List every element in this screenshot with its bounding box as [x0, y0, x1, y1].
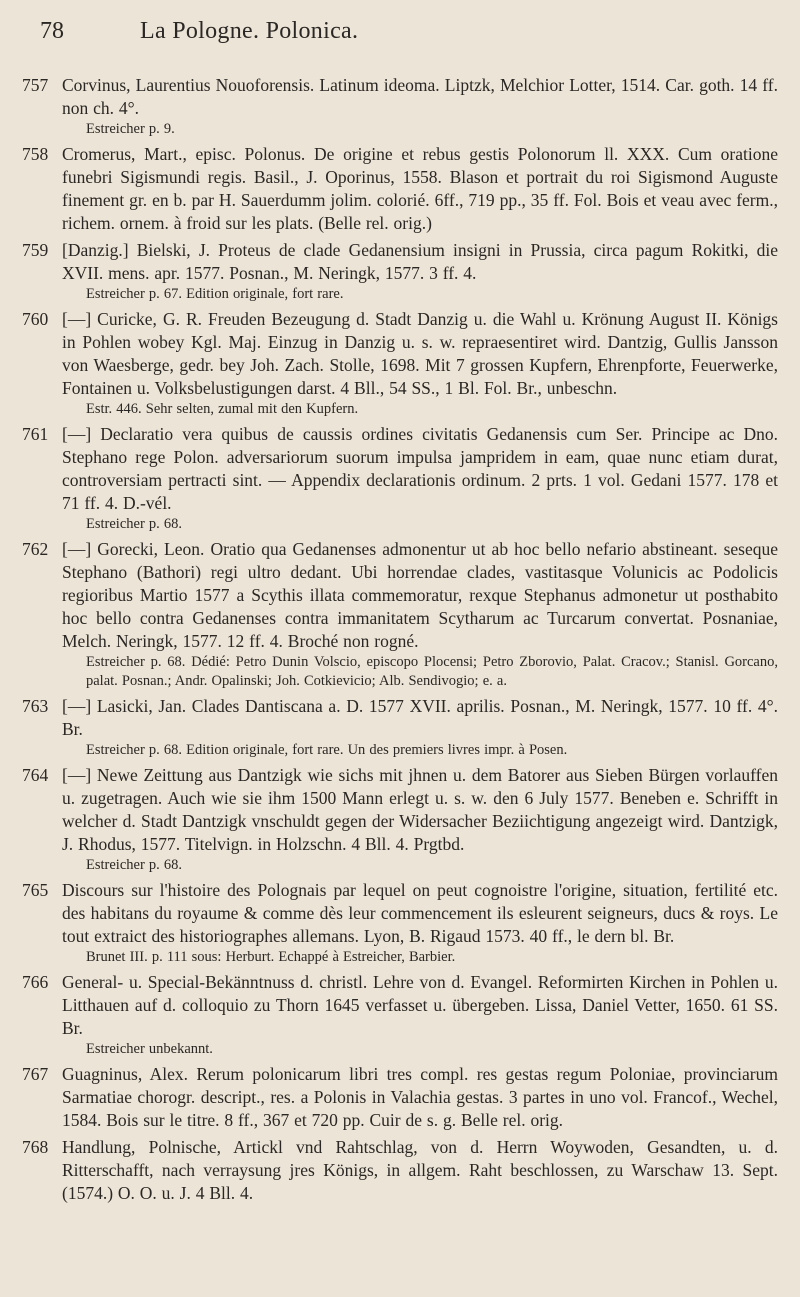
entry-list: [22, 74, 778, 1205]
entry-text: Corvinus, Laurentius Nouoforensis. Latinum ideoma. Liptzk, Melchior Lotter, 1514. Car. goth. 14 ff. non ch. 4°.: [62, 75, 778, 118]
page-number: 78: [40, 18, 64, 44]
entry-note: Estreicher p. 68.: [86, 857, 183, 873]
entry-body: [62, 538, 778, 691]
catalogue-entry: [22, 1136, 778, 1205]
entry-text: [—] Gorecki, Leon. Oratio qua Gedanenses admonentur ut ab hoc bello nefario abstineant. seseque Stephano (Bathori) regi ultro dedant. Ubi horrendae clades, vastitasque Volunicis ac Podolicis regioribus Martio 1577 a Scythis illata commemoratur, rexque Stephanus admonetur ut posthabito hoc bello contra Gedanenses contra immanitatem Scytharum ac Turcarum convertat. Posnaniae, Melch. Neringk, 1577. 12 ff. 4. Broché non rogné.: [62, 539, 778, 651]
entry-text: Cromerus, Mart., episc. Polonus. De origine et rebus gestis Polonorum ll. XXX. Cum oratione funebri Sigismundi regis. Basil., J. Oporinus, 1558. Blason et portrait du roi Sigismond Auguste finement gr. en b. par H. Sauerdumm jolim. colorié. 6ff., 719 pp., 35 ff. Fol. Bois et veau avec ferm., richem. ornem. à froid sur les plats. (Belle rel. orig.): [62, 144, 778, 233]
catalogue-entry: [22, 879, 778, 967]
entry-note: Brunet III. p. 111 sous: Herburt. Echappé à Estreicher, Barbier.: [86, 949, 456, 965]
entry-body: [62, 239, 778, 304]
entry-text: [—] Newe Zeittung aus Dantzigk wie sichs mit jhnen u. dem Batorer aus Sieben Bürgen vorlauffen u. zugetragen. Auch wie sie ihm 1500 Mann erlegt u. s. w. den 6 July 1577. Beneben e. Schrifft in welcher d. Stadt Dantzigk vnschuldt gegen der Widersacher Beziichtigung angezeigt wird. Dantzigk, J. Rhodus, 1577. Titelvign. in Holzschn. 4 Bll. 4. Prgtbd.: [62, 765, 778, 854]
entry-text: Guagninus, Alex. Rerum polonicarum libri tres compl. res gestas regum Poloniae, provinciarum Sarmatiae chorogr. descript., res. a Polonis in Valachia gestas. 3 partes in uno vol. Francof., Wechel, 1584. Bois sur le titre. 8 ff., 367 et 720 pp. Cuir de s. g. Belle rel. orig.: [62, 1064, 778, 1130]
catalogue-entry: [22, 695, 778, 760]
entry-note: Estreicher p. 68. Dédié: Petro Dunin Volscio, episcopo Plocensi; Petro Zborovio, Palat. Cracov.; Stanisl. Gorcano, palat. Posnan.; Andr. Opalinski; Joh. Cotkievicio; Alb. Sendivogio; e. a.: [86, 654, 778, 689]
catalogue-entry: [22, 538, 778, 691]
catalogue-entry: [22, 143, 778, 235]
entry-text: [Danzig.] Bielski, J. Proteus de clade Gedanensium insigni in Prussia, circa pagum Rokitki, die XVII. mens. apr. 1577. Posnan., M. Neringk, 1577. 3 ff. 4.: [62, 240, 778, 283]
entry-note: Estreicher p. 68.: [86, 516, 183, 532]
entry-body: [62, 695, 778, 760]
entry-number: 768: [22, 1137, 49, 1157]
entry-number: 763: [22, 696, 49, 716]
entry-body: [62, 971, 778, 1059]
entry-body: [62, 879, 778, 967]
entry-note: Estreicher p. 67. Edition originale, fort rare.: [86, 286, 344, 302]
entry-text: Discours sur l'histoire des Polognais par lequel on peut cognoistre l'origine, situation, fertilité etc. des habitans du royaume & comme dès leur commencement ils esleurent seigneurs, ducs & roys. Le tout extraict des historiographes allemans. Lyon, B. Rigaud 1573. 40 ff., le dern bl. Br.: [62, 880, 778, 946]
entry-text: [—] Lasicki, Jan. Clades Dantiscana a. D. 1577 XVII. aprilis. Posnan., M. Neringk, 1577. 10 ff. 4°. Br.: [62, 696, 778, 739]
catalogue-entry: [22, 239, 778, 304]
entry-text: [—] Declaratio vera quibus de caussis ordines civitatis Gedanensis cum Ser. Principe ac Dno. Stephano rege Polon. adversariorum suorum impulsa jampridem in eam, quae nunc etiam durat, controversiam pertracti sint. — Appendix declarationis ordinum. 2 prts. 1 vol. Gedani 1577. 178 et 71 ff. 4. D.-vél.: [62, 424, 778, 513]
entry-number: 762: [22, 539, 49, 559]
catalogue-entry: [22, 308, 778, 419]
catalogue-entry: [22, 423, 778, 534]
entry-body: [62, 1063, 778, 1132]
entry-number: 764: [22, 765, 49, 785]
entry-note: Estr. 446. Sehr selten, zumal mit den Kupfern.: [86, 401, 359, 417]
entry-body: [62, 423, 778, 534]
entry-number: 759: [22, 240, 49, 260]
catalogue-entry: [22, 971, 778, 1059]
page-header: [22, 16, 778, 58]
entry-text: [—] Curicke, G. R. Freuden Bezeugung d. Stadt Danzig u. die Wahl u. Krönung August II. Königs in Pohlen wobey Kgl. Maj. Einzug in Danzig u. s. w. repraesentiret wird. Dantzig, Gullis Jansson von Waesberge, gedr. bey Joh. Zach. Stolle, 1698. Mit 7 grossen Kupfern, Ehrenpforte, Feuerwerke, Fontainen u. Volksbelustigungen darst. 4 Bll., 54 SS., 1 Bl. Fol. Br., unbeschn.: [62, 309, 778, 398]
catalogue-entry: [22, 764, 778, 875]
entry-body: [62, 74, 778, 139]
entry-note: Estreicher unbekannt.: [86, 1041, 213, 1057]
catalogue-entry: [22, 1063, 778, 1132]
entry-number: 766: [22, 972, 49, 992]
entry-text: Handlung, Polnische, Artickl vnd Rahtschlag, von d. Herrn Woywoden, Gesandten, u. d. Ritterschafft, nach verraysung jres Königs, in allgem. Raht beschlossen, zu Warschaw 13. Sept. (1574.) O. O. u. J. 4 Bll. 4.: [62, 1137, 778, 1203]
entry-body: [62, 764, 778, 875]
entry-body: [62, 1136, 778, 1205]
entry-number: 760: [22, 309, 49, 329]
entry-number: 758: [22, 144, 49, 164]
entry-text: General- u. Special-Bekänntnuss d. christl. Lehre von d. Evangel. Reformirten Kirchen in Pohlen u. Litthauen auf d. colloquio zu Thorn 1645 verfasset u. übergeben. Lissa, Daniel Vetter, 1650. 61 SS. Br.: [62, 972, 778, 1038]
entry-number: 765: [22, 880, 49, 900]
entry-note: Estreicher p. 9.: [86, 121, 175, 137]
entry-body: [62, 143, 778, 235]
catalogue-entry: [22, 74, 778, 139]
entry-number: 761: [22, 424, 49, 444]
entry-number: 767: [22, 1064, 49, 1084]
entry-body: [62, 308, 778, 419]
running-title: La Pologne. Polonica.: [140, 18, 359, 44]
entry-note: Estreicher p. 68. Edition originale, fort rare. Un des premiers livres impr. à Posen.: [86, 742, 568, 758]
entry-number: 757: [22, 75, 49, 95]
